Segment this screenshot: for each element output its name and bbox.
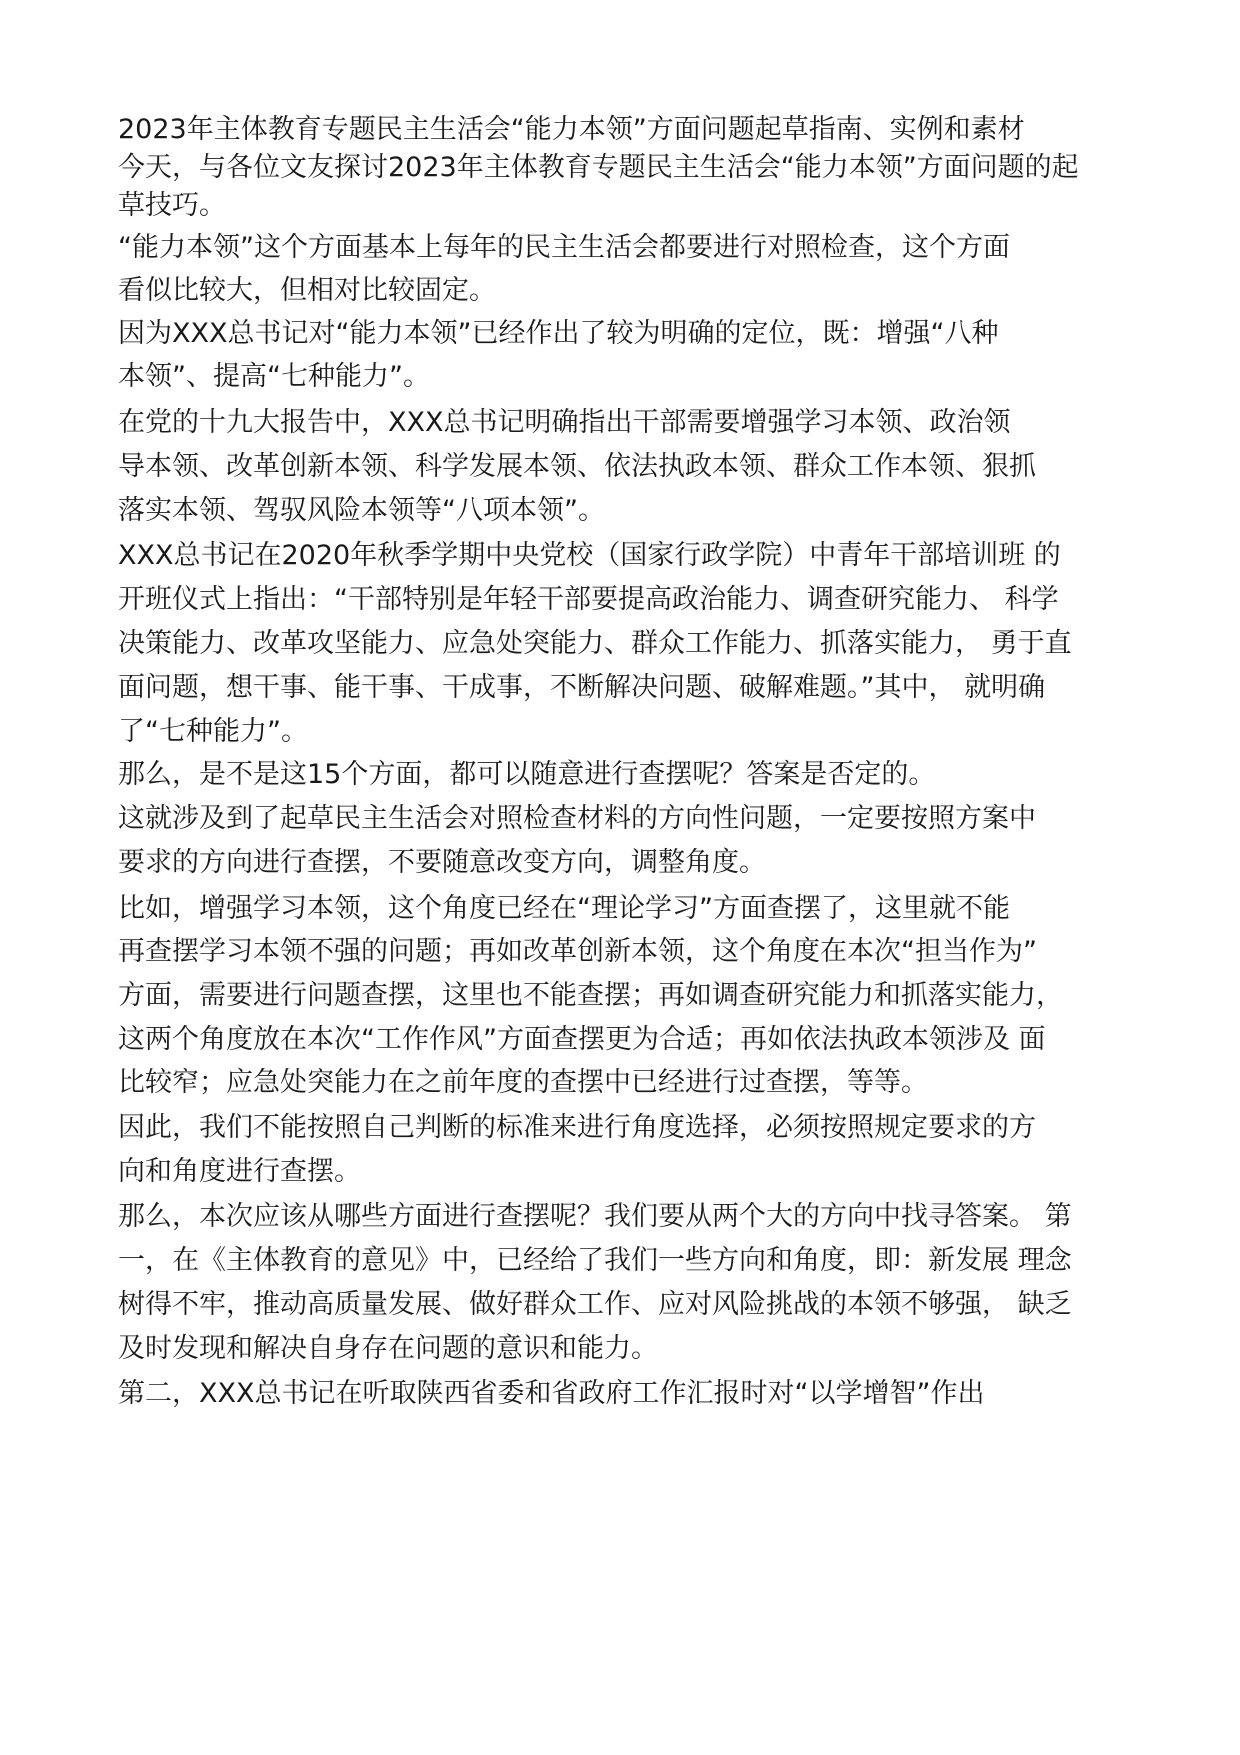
text-line: 那么，是不是这15个方面，都可以随意进行查摆呢？答案是否定的。 <box>118 759 936 790</box>
text-line: 向和角度进行查摆。 <box>118 1156 361 1187</box>
text-line: 草技巧。 <box>118 190 226 221</box>
text-line: 再查摆学习本领不强的问题；再如改革创新本领，这个角度在本次“担当作为” <box>118 936 1037 967</box>
text-line: 今天，与各位文友探讨2023年主体教育专题民主生活会“能力本领”方面问题的起 <box>118 152 1079 183</box>
text-line: 本领”、提高“七种能力”。 <box>118 361 430 392</box>
text-line: 看似比较大，但相对比较固定。 <box>118 275 496 306</box>
text-line: 在党的十九大报告中，XXX总书记明确指出干部需要增强学习本领、政治领 <box>118 407 1011 438</box>
text-line: 比较窄；应急处突能力在之前年度的查摆中已经进行过查摆，等等。 <box>118 1067 928 1098</box>
text-line: 了“七种能力”。 <box>118 716 308 747</box>
text-line: 第二，XXX总书记在听取陕西省委和省政府工作汇报时对“以学增智”作出 <box>118 1378 985 1409</box>
text-line: 要求的方向进行查摆，不要随意改变方向，调整角度。 <box>118 847 766 878</box>
text-line: 树得不牢，推动高质量发展、做好群众工作、应对风险挑战的本领不够强， 缺乏 <box>118 1289 1072 1320</box>
document-title: 2023年主体教育专题民主生活会“能力本领”方面问题起草指南、实例和素材 <box>118 114 1025 145</box>
text-line: 那么，本次应该从哪些方面进行查摆呢？我们要从两个大的方向中找寻答案。 第 <box>118 1201 1072 1232</box>
text-line: 方面，需要进行问题查摆，这里也不能查摆；再如调查研究能力和抓落实能力， <box>118 980 1063 1011</box>
text-line: “能力本领”这个方面基本上每年的民主生活会都要进行对照检查，这个方面 <box>118 232 1010 263</box>
text-line: 因此，我们不能按照自己判断的标准来进行角度选择，必须按照规定要求的方 <box>118 1112 1036 1143</box>
text-line: 落实本领、驾驭风险本领等“八项本领”。 <box>118 495 605 526</box>
text-line: 及时发现和解决自身存在问题的意识和能力。 <box>118 1333 658 1364</box>
text-line: 这就涉及到了起草民主生活会对照检查材料的方向性问题，一定要按照方案中 <box>118 803 1036 834</box>
text-line: 面问题，想干事、能干事、干成事，不断解决问题、破解难题。”其中， 就明确 <box>118 672 1046 703</box>
text-line: 决策能力、改革攻坚能力、应急处突能力、群众工作能力、抓落实能力， 勇于直 <box>118 628 1072 659</box>
text-line: 比如，增强学习本领，这个角度已经在“理论学习”方面查摆了，这里就不能 <box>118 893 1010 924</box>
text-line: 因为XXX总书记对“能力本领”已经作出了较为明确的定位，既：增强“八种 <box>118 318 999 349</box>
text-line: 这两个角度放在本次“工作作风”方面查摆更为合适；再如依法执政本领涉及 面 <box>118 1024 1046 1055</box>
text-line: XXX总书记在2020年秋季学期中央党校（国家行政学院）中青年干部培训班 的 <box>118 540 1061 571</box>
text-line: 开班仪式上指出：“干部特别是年轻干部要提高政治能力、调查研究能力、 科学 <box>118 584 1059 615</box>
text-line: 导本领、改革创新本领、科学发展本领、依法执政本领、群众工作本领、狠抓 <box>118 451 1036 482</box>
text-line: 一，在《主体教育的意见》中，已经给了我们一些方向和角度，即：新发展 理念 <box>118 1245 1072 1276</box>
